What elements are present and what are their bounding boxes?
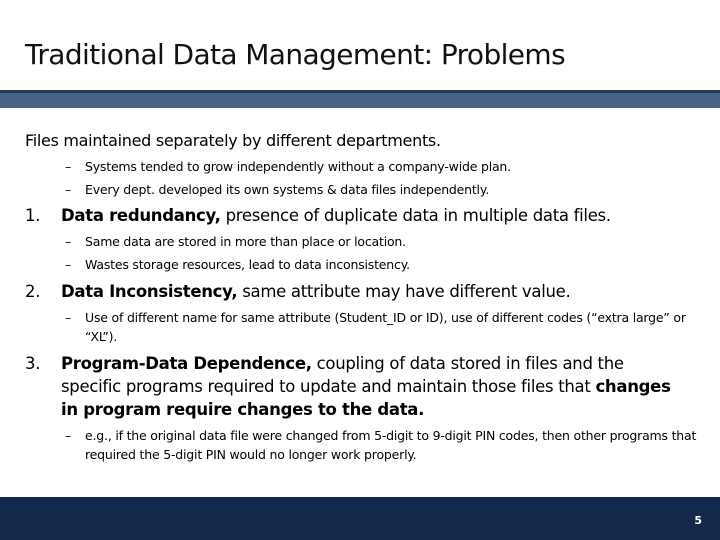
bullet-text: Same data are stored in more than place or location. — [85, 234, 406, 249]
item-number: 3. — [25, 354, 41, 373]
intro-bullet — [65, 180, 705, 199]
bullet-dash: – — [65, 159, 72, 174]
bullet-dash: – — [65, 310, 72, 325]
bullet-text: e.g., if the original data file were changed from 5-digit to 9-digit PIN codes, then other programs that required the 5-digit PIN would no longer work properly. — [85, 428, 697, 462]
bullet-dash: – — [65, 257, 72, 272]
numbered-item-1 — [25, 204, 685, 227]
item-body — [61, 352, 681, 421]
bullet-dash: – — [65, 428, 72, 443]
intro-text: Files maintained separately by different departments. — [25, 131, 441, 150]
item-body — [61, 280, 681, 303]
item-number: 1. — [25, 206, 41, 225]
item-text: same attribute may have different value. — [237, 282, 571, 301]
item-text: coupling of data stored in files and the specific programs required to update and maintain those files that — [61, 354, 624, 396]
intro-bullet — [65, 157, 705, 176]
bullet-text: Every dept. developed its own systems & data files independently. — [85, 182, 490, 197]
item-term-emphasis: changes in program require changes to the data. — [61, 377, 671, 419]
numbered-item-2 — [25, 280, 685, 303]
item-3-bullet — [65, 426, 705, 464]
item-term: Data Inconsistency, — [61, 282, 238, 301]
item-term: Data redundancy, — [61, 206, 221, 225]
item-text: presence of duplicate data in multiple data files. — [220, 206, 611, 225]
bullet-text: Wastes storage resources, lead to data inconsistency. — [85, 257, 410, 272]
item-1-bullet — [65, 232, 705, 251]
page-number: 5 — [694, 514, 702, 527]
numbered-item-3 — [25, 352, 685, 421]
bullet-text: Systems tended to grow independently without a company-wide plan. — [85, 159, 511, 174]
item-number: 2. — [25, 282, 41, 301]
bullet-dash: – — [65, 234, 72, 249]
item-2-bullet — [65, 308, 705, 346]
item-1-bullet — [65, 255, 705, 274]
bullet-text: Use of different name for same attribute (Student_ID or ID), use of different codes (“extra large” or “XL”). — [85, 310, 686, 344]
title-divider-line — [0, 90, 720, 93]
slide-title: Traditional Data Management: Problems — [25, 38, 566, 71]
footer-bar — [0, 497, 720, 540]
item-body — [61, 204, 681, 227]
item-term: Program-Data Dependence, — [61, 354, 312, 373]
bullet-dash: – — [65, 182, 72, 197]
